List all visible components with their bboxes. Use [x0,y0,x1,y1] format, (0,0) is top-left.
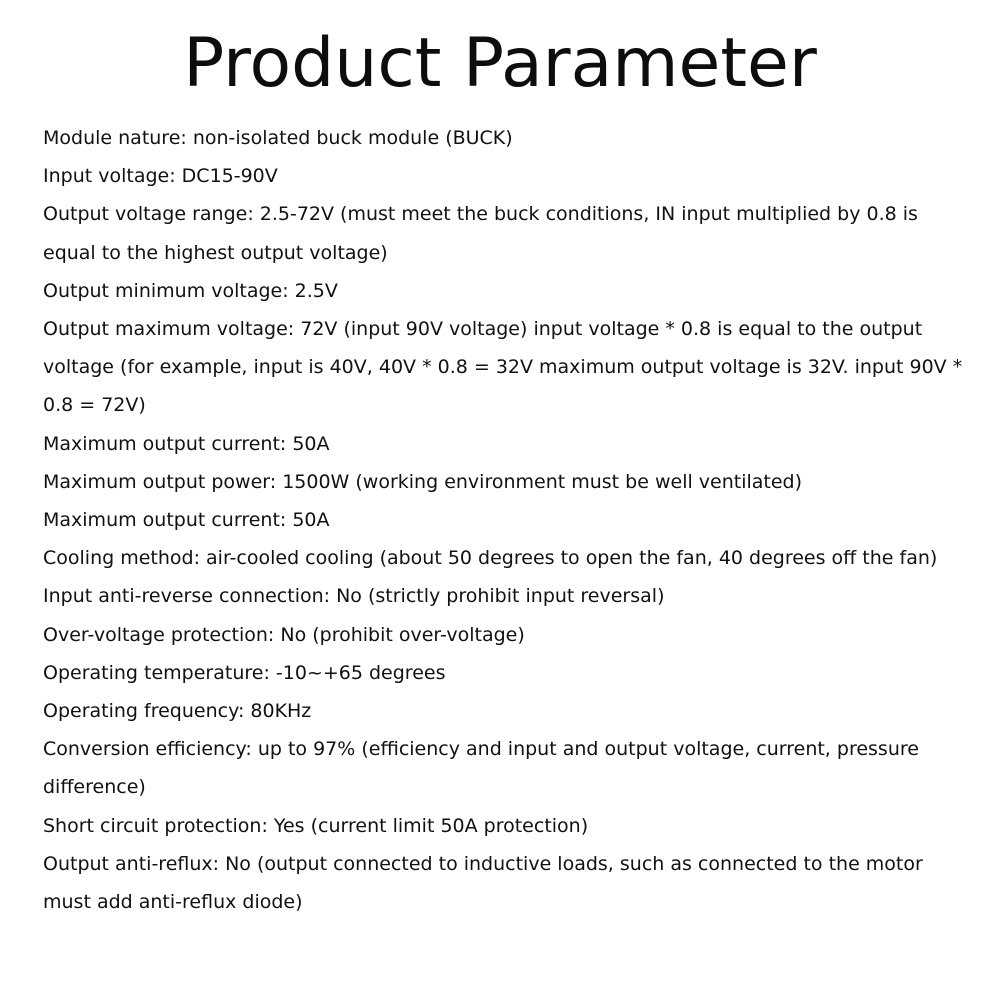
parameter-item-maximum-output-power: Maximum output power: 1500W (working environment must be well ventilated) [43,470,803,493]
parameter-item-over-voltage-protection: Over-voltage protection: No (prohibit over-voltage) [43,623,525,646]
parameter-item-input-voltage: Input voltage: DC15-90V [43,165,278,188]
parameter-item-output-maximum-voltage: Output maximum voltage: 72V (input 90V voltage) input voltage * 0.8 is equal to the output voltage (for example, input is 40V, 40V * 0.8 = 32V maximum output voltage is 32V. input 90V * 0.8 = 72V) [43,318,963,417]
parameter-item-maximum-output-current-repeat: Maximum output current: 50A [43,509,330,532]
parameter-item-output-anti-reflux: Output anti-reflux: No (output connected to inductive loads, such as connected to the motor must add anti-reflux diode) [43,852,923,914]
page-title: Product Parameter [183,24,817,103]
parameter-item-maximum-output-current: Maximum output current: 50A [43,432,330,455]
parameter-item-operating-frequency: Operating frequency: 80KHz [43,700,312,723]
parameter-item-short-circuit-protection: Short circuit protection: Yes (current limit 50A protection) [43,814,589,837]
parameter-item-cooling-method: Cooling method: air-cooled cooling (about 50 degrees to open the fan, 40 degrees off the fan) [43,547,938,570]
parameter-item-output-voltage-range: Output voltage range: 2.5-72V (must meet the buck conditions, IN input multiplied by 0.8 is equal to the highest output voltage) [43,203,918,264]
parameter-item-input-anti-reverse: Input anti-reverse connection: No (strictly prohibit input reversal) [43,585,665,608]
parameter-item-conversion-efficiency: Conversion efficiency: up to 97% (efficiency and input and output voltage, current, pressure difference) [43,738,919,799]
parameter-item-module-nature: Module nature: non-isolated buck module (BUCK) [43,127,513,149]
parameter-list [43,119,973,921]
parameter-item-operating-temperature: Operating temperature: -10~+65 degrees [43,661,446,684]
parameter-item-output-minimum-voltage: Output minimum voltage: 2.5V [43,279,338,302]
